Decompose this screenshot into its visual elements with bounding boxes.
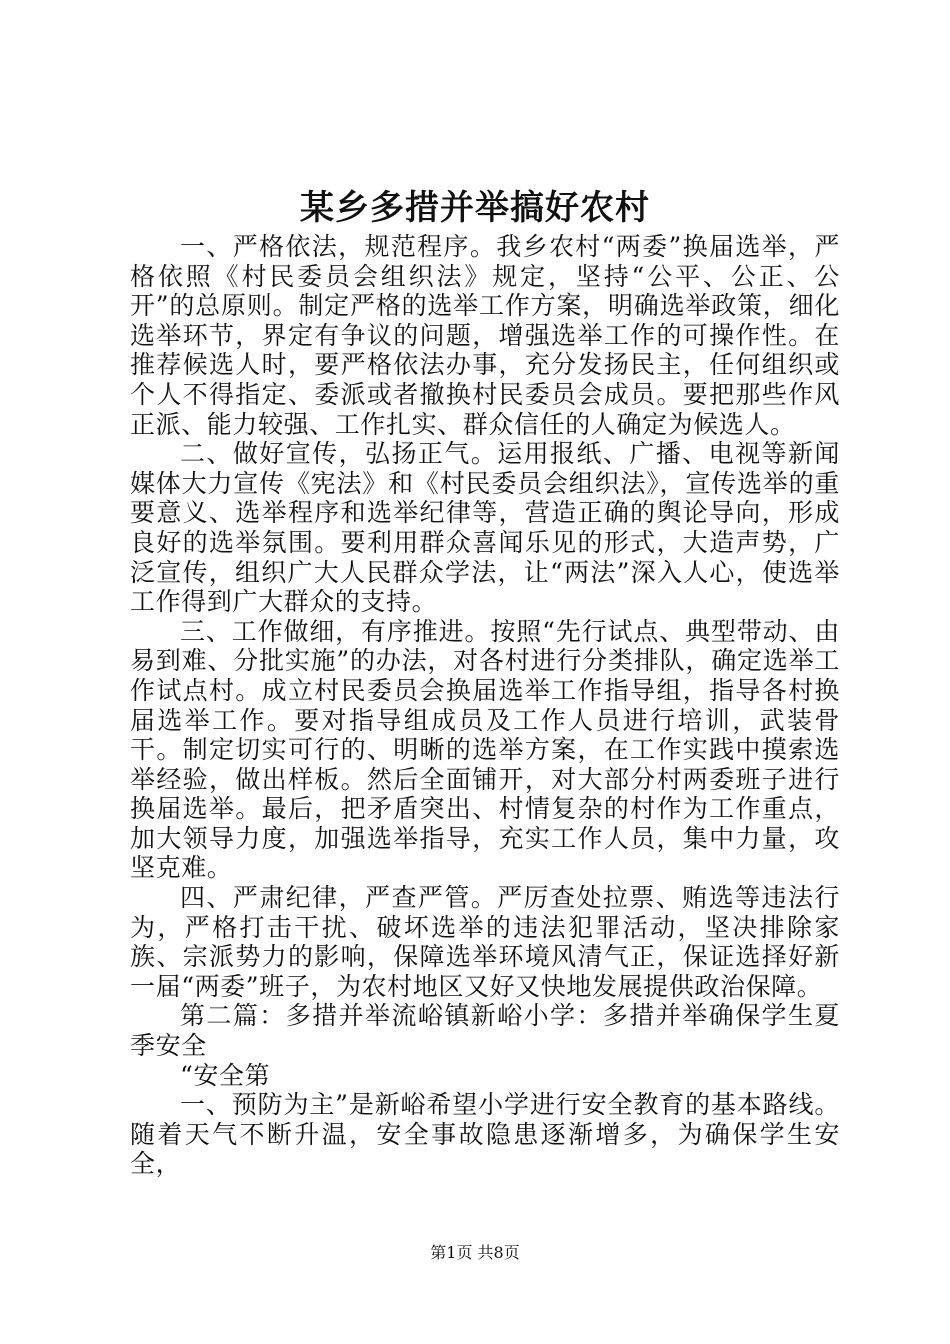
document-body [130, 232, 840, 1179]
paragraph-1: 一、严格依法，规范程序。我乡农村“两委”换届选举，严格依照《村民委员会组织法》规定，坚持“公平、公正、公开”的总原则。制定严格的选举工作方案，明确选举政策，细化选举环节，界定有争议的问题，增强选举工作的可操作性。在推荐候选人时，要严格依法办事，充分发扬民主，任何组织或个人不得指定、委派或者撤换村民委员会成员。要把那些作风正派、能力较强、工作扎实、群众信任的人确定为候选人。 [130, 232, 840, 439]
paragraph-3: 三、工作做细，有序推进。按照“先行试点、典型带动、由易到难、分批实施”的办法，对各村进行分类排队，确定选举工作试点村。成立村民委员会换届选举工作指导组，指导各村换届选举工作。要对指导组成员及工作人员进行培训，武装骨干。制定切实可行的、明晰的选举方案，在工作实践中摸索选举经验，做出样板。然后全面铺开，对大部分村两委班子进行换届选举。最后，把矛盾突出、村情复杂的村作为工作重点，加大领导力度，加强选举指导，充实工作人员，集中力量，攻坚克难。 [130, 616, 840, 883]
section-heading-second-article: 第二篇：多措并举流峪镇新峪小学：多措并举确保学生夏季安全 [130, 1001, 840, 1061]
paragraph-4: 四、严肃纪律，严查严管。严厉查处拉票、贿选等违法行为，严格打击干扰、破坏选举的违法犯罪活动，坚决排除家族、宗派势力的影响，保障选举环境风清气正，保证选择好新一届“两委”班子，为农村地区又好又快地发展提供政治保障。 [130, 883, 840, 1001]
paragraph-6: “安全第 [180, 1060, 271, 1090]
page-number-footer: 第1页 共8页 [430, 1243, 520, 1262]
paragraph-2: 二、做好宣传，弘扬正气。运用报纸、广播、电视等新闻媒体大力宣传《宪法》和《村民委员会组织法》，宣传选举的重要意义、选举程序和选举纪律等，营造正确的舆论导向，形成良好的选举氛围。要利用群众喜闻乐见的形式，大造声势，广泛宣传，组织广大人民群众学法，让“两法”深入人心，使选举工作得到广大群众的支持。 [130, 439, 840, 617]
paragraph-7: 一、预防为主”是新峪希望小学进行安全教育的基本路线。随着天气不断升温，安全事故隐患逐渐增多，为确保学生安全， [130, 1090, 840, 1179]
document-title: 某乡多措并举搞好农村 [300, 188, 650, 228]
